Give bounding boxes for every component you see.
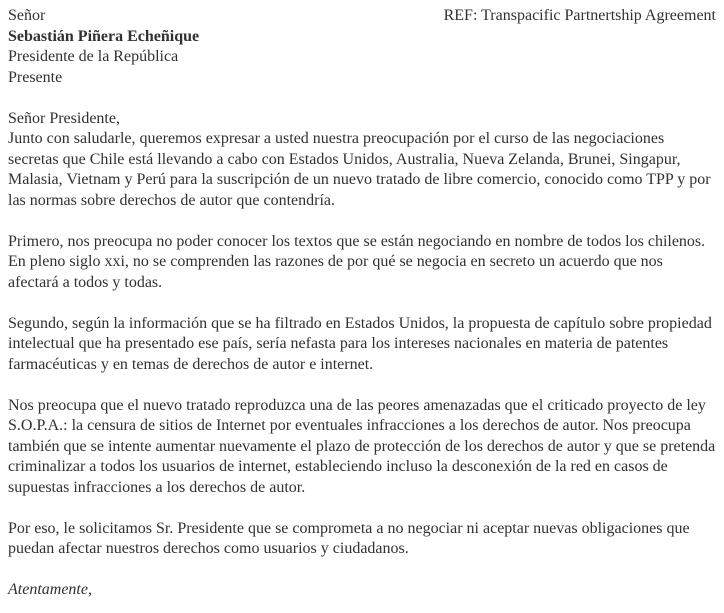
letter-body xyxy=(8,109,716,601)
recipient-block xyxy=(8,6,199,88)
paragraph-primero: Primero, nos preocupa no poder conocer los textos que se están negociando en nombre de todos los chilenos. En pleno siglo xxi, no se comprenden las razones de por qué se negocia en secreto un acuerdo que nos afectará a todos y todas. xyxy=(8,232,706,291)
reference-line: REF: Transpacific Partnertship Agreement xyxy=(443,7,716,24)
recipient-title: Presidente de la República xyxy=(8,48,179,65)
closing-line: Atentamente, xyxy=(8,581,92,598)
recipient-name: Sebastián Piñera Echeñique xyxy=(8,27,200,45)
greeting-line: Señor Presidente, xyxy=(8,109,120,127)
paragraph-intro: Junto con saludarle, queremos expresar a usted nuestra preocupación por el curso de las negociaciones secretas que Chile está llevando a cabo con Estados Unidos, Australia, Nueva Zelanda, Brunei, Singapur, Malasia, Vietnam y Perú para la suscripción de un nuevo tratado de libre comercio, conocido como TPP y por las normas sobre derechos de autor que contendría. xyxy=(8,130,711,209)
paragraph-segundo: Segundo, según la información que se ha filtrado en Estados Unidos, la propuesta de capítulo sobre propiedad intelectual que ha presentado ese país, sería nefasta para los intereses nacionales en materia de patentes farmacéuticas y en temas de derechos de autor e internet. xyxy=(8,314,712,373)
paragraph-peticion: Por eso, le solicitamos Sr. Presidente que se comprometa a no negociar ni aceptar nuevas obligaciones que puedan afectar nuestros derechos como usuarios y ciudadanos. xyxy=(8,519,690,557)
recipient-salutation: Señor xyxy=(8,7,46,24)
paragraph-sopa: Nos preocupa que el nuevo tratado reproduzca una de las peores amenazadas que el criticado proyecto de ley S.O.P.A.: la censura de sitios de Internet por eventuales infracciones a los derechos de autor. Nos preocupa también que se intente aumentar nuevamente el plazo de protección de los derechos de autor y que se pretenda criminalizar a todos los usuarios de internet, estableciendo incluso la desconexión de la red en casos de supuestas infracciones a los derechos de autor. xyxy=(8,396,716,496)
letter-header xyxy=(8,6,716,88)
recipient-location: Presente xyxy=(8,68,63,86)
